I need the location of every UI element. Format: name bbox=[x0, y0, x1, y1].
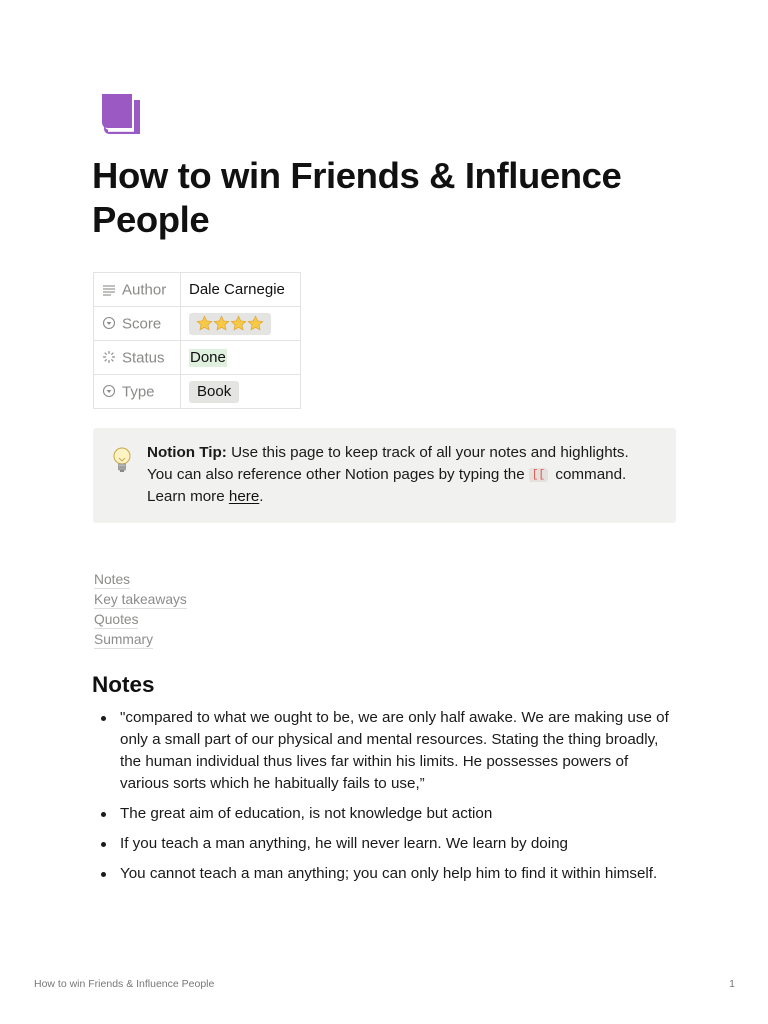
property-label: Type bbox=[122, 383, 155, 401]
properties-table bbox=[93, 272, 301, 409]
list-item: You cannot teach a man anything; you can only help him to find it within himself. bbox=[92, 863, 677, 885]
toc-item-summary[interactable]: Summary bbox=[94, 632, 154, 647]
star-icon bbox=[247, 315, 264, 332]
type-tag[interactable]: Book bbox=[189, 381, 239, 403]
property-row-status[interactable] bbox=[94, 341, 301, 375]
footer-title: How to win Friends & Influence People bbox=[34, 978, 215, 990]
score-rating[interactable] bbox=[189, 313, 271, 335]
star-icon bbox=[230, 315, 247, 332]
status-badge[interactable]: Done bbox=[190, 348, 226, 366]
property-row-author[interactable] bbox=[94, 273, 301, 307]
property-label: Score bbox=[122, 315, 162, 333]
status-spinner-icon bbox=[102, 350, 116, 364]
table-of-contents bbox=[94, 570, 187, 650]
list-item: If you teach a man anything, he will never learn. We learn by doing bbox=[92, 833, 677, 855]
notes-heading: Notes bbox=[92, 672, 155, 697]
inline-code: [[ bbox=[529, 468, 548, 482]
property-row-type[interactable] bbox=[94, 375, 301, 409]
lightbulb-icon bbox=[111, 446, 133, 474]
notion-tip-callout bbox=[93, 428, 676, 523]
select-circle-icon bbox=[102, 316, 116, 330]
author-value[interactable]: Dale Carnegie bbox=[181, 273, 301, 307]
notes-list bbox=[92, 707, 677, 893]
select-circle-icon bbox=[102, 384, 116, 398]
page-number: 1 bbox=[729, 978, 735, 990]
callout-bold-label: Notion Tip: bbox=[147, 444, 227, 461]
bullet bbox=[101, 716, 106, 721]
list-item: "compared to what we ought to be, we are only half awake. We are making use of only a small part of our physical and mental resources. Stating the thing broadly, the human individual thus lives far within his limits. He possesses powers of various sorts which he habitually fails to use,” bbox=[92, 707, 677, 795]
star-icon bbox=[213, 315, 230, 332]
bullet bbox=[101, 812, 106, 817]
toc-item-key-takeaways[interactable]: Key takeaways bbox=[94, 592, 187, 607]
text-lines-icon bbox=[102, 282, 116, 296]
bullet bbox=[101, 842, 106, 847]
page-title: How to win Friends & Influence People bbox=[92, 155, 622, 240]
bullet bbox=[101, 872, 106, 877]
callout-text: Notion Tip: Use this page to keep track of all your notes and highlights. You can also reference other Notion pages by typing the [[ command. Learn more here. bbox=[147, 444, 629, 505]
toc-item-notes[interactable]: Notes bbox=[94, 572, 131, 587]
star-icon bbox=[196, 315, 213, 332]
property-label: Status bbox=[122, 349, 165, 367]
list-item: The great aim of education, is not knowledge but action bbox=[92, 803, 677, 825]
learn-more-link[interactable]: here bbox=[228, 488, 260, 505]
book-icon bbox=[100, 92, 142, 134]
toc-item-quotes[interactable]: Quotes bbox=[94, 612, 139, 627]
property-row-score[interactable] bbox=[94, 307, 301, 341]
property-label: Author bbox=[122, 281, 167, 299]
